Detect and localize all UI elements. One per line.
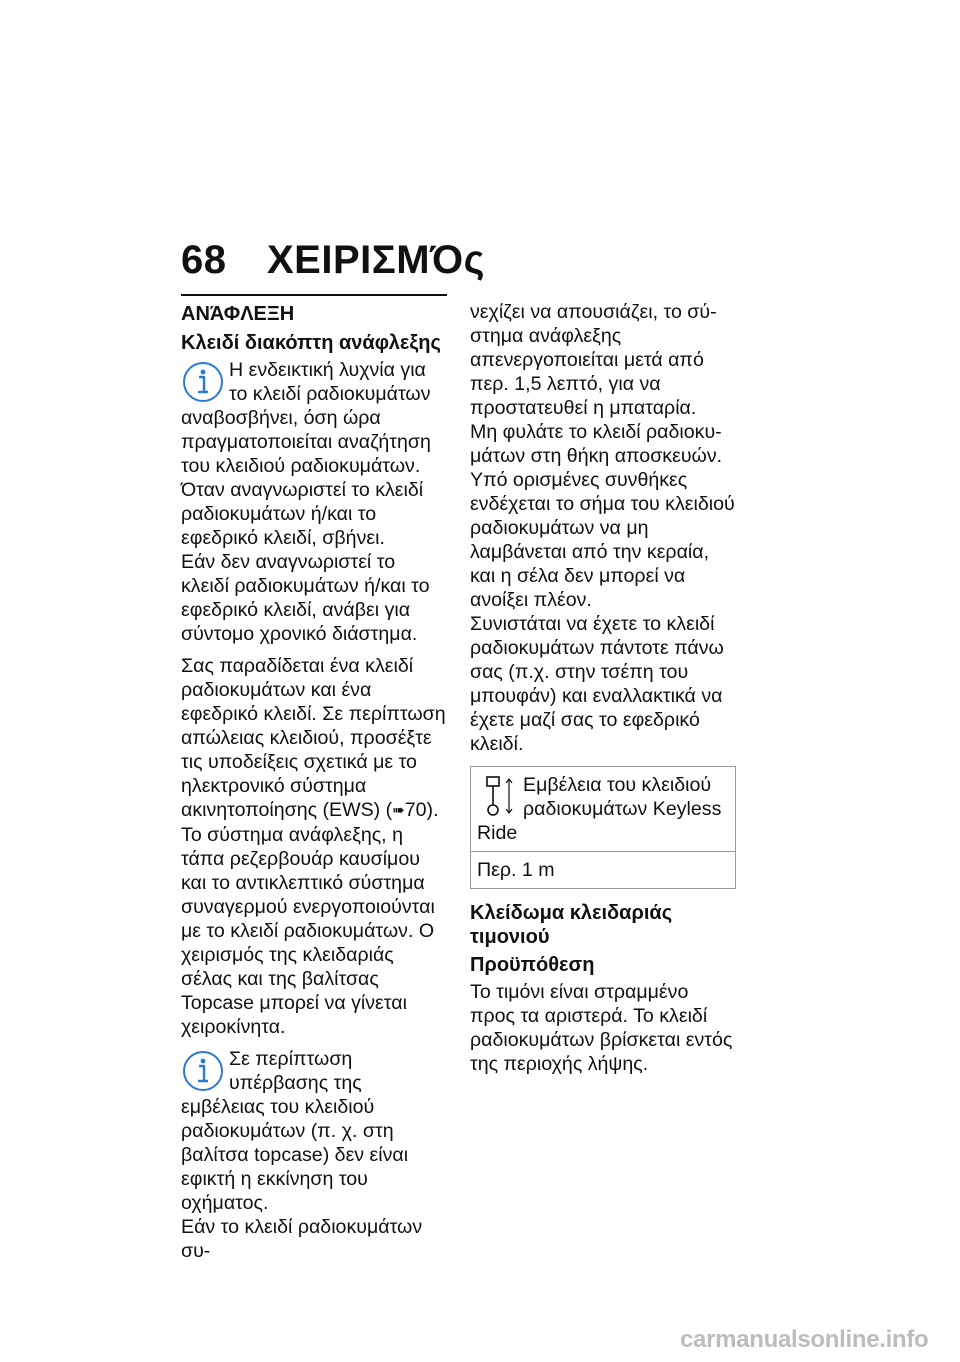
paragraph — [181, 654, 447, 823]
note-text: Η ενδεικτική λυχνία για το κλειδί ραδιοκυμάτων αναβοσβήνει, όση ώρα πραγματοποιείται αναζήτηση του κλειδιού ραδιοκυμάτων. — [181, 359, 431, 477]
watermark: carmanualsonline.info — [680, 1326, 929, 1353]
paragraph: Το τιμόνι είναι στραμμένο προς τα αριστερά. Το κλειδί ραδιοκυμάτων βρίσκεται εντός της περιοχής λήψης. — [470, 981, 733, 1075]
paragraph: Εάν δεν αναγνωριστεί το κλειδί ραδιοκυμάτων ή/και το εφεδρικό κλειδί, ανάβει για σύντομο χρονικό διάστημα. — [181, 551, 430, 645]
note-block — [181, 1047, 447, 1215]
info-icon — [181, 1049, 225, 1093]
page-number: 68 — [181, 238, 227, 282]
precondition-title: Προϋπόθεση — [470, 954, 595, 976]
spec-label: Εμβέλεια του κλειδιού ραδιοκυμάτων Keyless Ride — [477, 774, 722, 844]
wrench-measure-icon — [477, 773, 521, 819]
subsection-title: Κλείδωμα κλειδαριάς τιμονιού — [470, 902, 673, 948]
note-block — [181, 358, 447, 478]
paragraph: νεχίζει να απουσιάζει, το σύστημα ανάφλεξης απενεργοποιείται μετά από περ. 1,5 λεπτό, για να προστατευθεί η μπαταρία. — [470, 301, 717, 419]
paragraph: Το σύστημα ανάφλεξης, η τάπα ρεζερβουάρ καυσίμου και το αντικλεπτικό σύστημα συναγερμού ενεργοποιούνται με το κλειδί ραδιοκυμάτων. Ο χειρισμός της κλειδαριάς σέλας και της βαλίτσας Topcase μπορεί να γίνεται χειροκίνητα. — [181, 824, 435, 1038]
paragraph: Εάν το κλειδί ραδιοκυμάτων συ- — [181, 1216, 423, 1262]
paragraph-text: Σας παραδίδεται ένα κλειδί ραδιοκυμάτων και ένα εφεδρικό κλειδί. Σε περίπτωση απώλειας κλειδιού, προσέξτε τις υποδείξεις σχετικά με το ηλεκτρονικό σύστημα ακινητοποίησης (EWS) ( — [181, 655, 446, 821]
left-column — [181, 294, 447, 1263]
info-icon — [181, 360, 225, 404]
spec-value-cell — [471, 852, 736, 889]
section-title: ΑΝΆΦΛΕΞΗ — [181, 294, 447, 326]
subsection-title: Κλειδί διακόπτη ανάφλεξης — [181, 332, 441, 354]
paragraph: Συνιστάται να έχετε το κλειδί ραδιοκυμάτων πάντοτε πάνω σας (π.χ. στην τσέπη του μπουφάν) και εναλλακτικά να έχετε μαζί σας το εφεδρικό κλειδί. — [470, 613, 724, 755]
note-text: Σε περίπτωση υπέρβασης της εμβέλειας του κλειδιού ραδιοκυμάτων (π. χ. στη βαλίτσα topcase) δεν είναι εφικτή η εκκίνηση του οχήματος. — [181, 1048, 409, 1214]
chapter-title: ΧΕΙΡΙΣΜΌς — [267, 238, 485, 282]
spec-table — [470, 766, 736, 889]
spec-value: Περ. 1 m — [477, 859, 555, 881]
paragraph: Μη φυλάτε το κλειδί ραδιοκυμάτων στη θήκη αποσκευών. — [470, 421, 723, 467]
paragraph: Όταν αναγνωριστεί το κλειδί ραδιοκυμάτων ή/και το εφεδρικό κλειδί, σβήνει. — [181, 479, 424, 549]
page-header — [181, 238, 485, 283]
page-reference-link[interactable]: 70 — [404, 799, 427, 821]
paragraph: Υπό ορισμένες συνθήκες ενδέχεται το σήμα του κλειδιού ραδιοκυμάτων να μη λαμβάνεται από την κεραία, και η σέλα δεν μπορεί να ανοίξει πλέον. — [470, 469, 735, 611]
right-column — [470, 300, 736, 1076]
arrow-right-icon: ➠ — [392, 802, 405, 819]
spec-label-cell — [471, 767, 736, 852]
paragraph-text: ). — [426, 799, 439, 821]
